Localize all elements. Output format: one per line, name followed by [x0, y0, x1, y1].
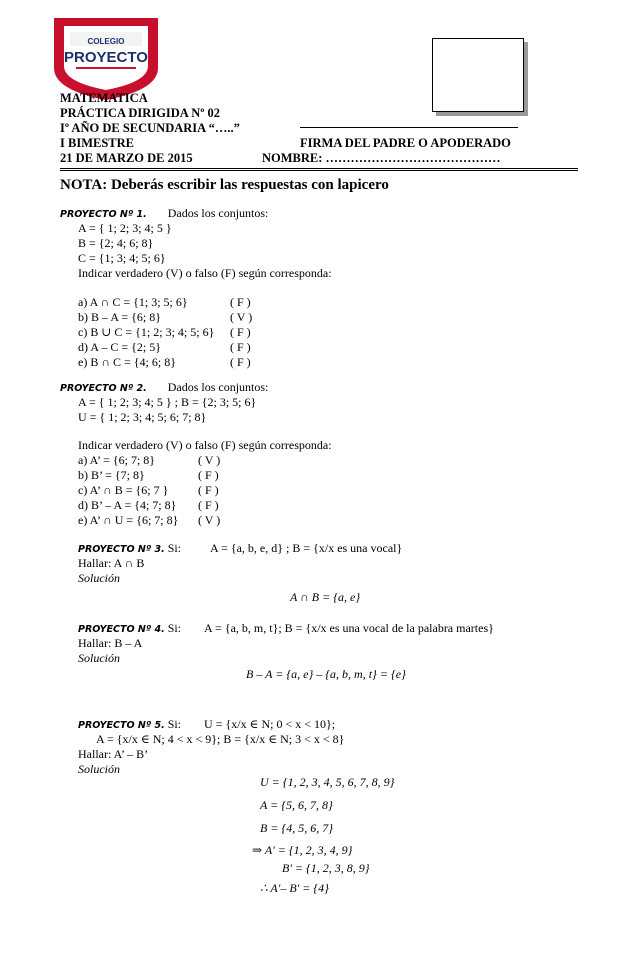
- solution-step: A = {5, 6, 7, 8}: [260, 798, 333, 812]
- problem-label: PROYECTO Nº 3.: [78, 544, 165, 555]
- period-label: I BIMESTRE: [60, 136, 134, 150]
- problem-3: [78, 541, 402, 557]
- solution-step: U = {1, 2, 3, 4, 5, 6, 7, 8, 9}: [260, 775, 395, 789]
- list-item: d) A – C = {2; 5}: [78, 340, 161, 354]
- grade-line: Iº AÑO DE SECUNDARIA “…..”: [60, 121, 240, 135]
- problem-label: PROYECTO Nº 4.: [78, 624, 165, 635]
- signature-label: FIRMA DEL PADRE O APODERADO: [300, 136, 511, 150]
- problem-label: PROYECTO Nº 2.: [60, 383, 147, 394]
- answer: ( F ): [230, 340, 251, 354]
- problem-statement: A = {a, b, e, d} ; B = {x/x es una vocal}: [210, 541, 403, 555]
- subject-title: MATEMATICA: [60, 91, 148, 105]
- list-item: d) B’ – A = {4; 7; 8}: [78, 498, 177, 512]
- answer: ( F ): [198, 468, 219, 482]
- set-c: C = {1; 3; 4; 5; 6}: [78, 251, 166, 265]
- practice-title: PRÁCTICA DIRIGIDA Nº 02: [60, 106, 221, 120]
- school-logo: [50, 16, 162, 102]
- problem-statement: A = {a, b, m, t}; B = {x/x es una vocal de la palabra martes}: [204, 621, 494, 635]
- si-label: Si:: [167, 541, 182, 555]
- instruction: Indicar verdadero (V) o falso (F) según corresponda:: [78, 266, 332, 280]
- logo-text-main: PROYECTO: [64, 49, 148, 66]
- list-item: c) B ∪ C = {1; 2; 3; 4; 5; 6}: [78, 325, 215, 339]
- problem-4: [78, 621, 494, 637]
- problem-label: PROYECTO Nº 5.: [78, 720, 165, 731]
- answer: ( F ): [230, 355, 251, 369]
- list-item: a) A’ = {6; 7; 8}: [78, 453, 156, 467]
- problem-statement: U = {x/x ∈ N; 0 < x < 10};: [204, 717, 336, 731]
- answer: ( F ): [198, 498, 219, 512]
- problem-1: [60, 206, 268, 222]
- solution-step: B = {4, 5, 6, 7}: [260, 821, 334, 835]
- problem-label: PROYECTO Nº 1.: [60, 209, 147, 220]
- photo-box: [432, 38, 524, 112]
- answer: ( F ): [230, 325, 251, 339]
- list-item: c) A’ ∩ B = {6; 7 }: [78, 483, 169, 497]
- header-divider: [60, 168, 578, 171]
- find-line: Hallar: A’ – B’: [78, 747, 149, 761]
- logo-text-top: COLEGIO: [87, 37, 125, 46]
- answer: ( F ): [230, 295, 251, 309]
- answer: ( V ): [198, 453, 221, 467]
- find-line: Hallar: B – A: [78, 636, 143, 650]
- set-line: U = { 1; 2; 3; 4; 5; 6; 7; 8}: [78, 410, 207, 424]
- set-b: B = {2; 4; 6; 8}: [78, 236, 154, 250]
- solution-formula: A ∩ B = {a, e}: [290, 590, 361, 604]
- problem-intro: Dados los conjuntos:: [167, 380, 269, 394]
- list-item: b) B’ = {7; 8}: [78, 468, 145, 482]
- signature-line: [300, 127, 518, 128]
- list-item: b) B – A = {6; 8}: [78, 310, 161, 324]
- answer: ( V ): [198, 513, 221, 527]
- solution-label: Solución: [78, 762, 120, 776]
- solution-formula: B – A = {a, e} – {a, b, m, t} = {e}: [246, 667, 406, 681]
- answer: ( F ): [198, 483, 219, 497]
- solution-step: ⇒ A' = {1, 2, 3, 4, 9}: [252, 843, 353, 857]
- problem-5: [78, 717, 335, 733]
- problem-intro: Dados los conjuntos:: [167, 206, 269, 220]
- solution-label: Solución: [78, 571, 120, 585]
- name-field: NOMBRE: ……………………………………: [262, 151, 501, 165]
- problem-2: [60, 380, 268, 396]
- si-label: Si:: [167, 621, 182, 635]
- set-line: A = { 1; 2; 3; 4; 5 } ; B = {2; 3; 5; 6}: [78, 395, 257, 409]
- problem-statement-2: A = {x/x ∈ N; 4 < x < 9}; B = {x/x ∈ N; 3 < x < 8}: [96, 732, 345, 746]
- list-item: e) A’ ∩ U = {6; 7; 8}: [78, 513, 179, 527]
- answer: ( V ): [230, 310, 253, 324]
- list-item: a) A ∩ C = {1; 3; 5; 6}: [78, 295, 188, 309]
- set-a: A = { 1; 2; 3; 4; 5 }: [78, 221, 172, 235]
- instruction: Indicar verdadero (V) o falso (F) según corresponda:: [78, 438, 332, 452]
- solution-step: B' = {1, 2, 3, 8, 9}: [282, 861, 370, 875]
- solution-step: ∴ A'– B' = {4}: [260, 881, 329, 895]
- si-label: Si:: [167, 717, 182, 731]
- date-label: 21 DE MARZO DE 2015: [60, 151, 193, 165]
- note-heading: NOTA: Deberás escribir las respuestas con lapicero: [60, 177, 389, 193]
- list-item: e) B ∩ C = {4; 6; 8}: [78, 355, 176, 369]
- find-line: Hallar: A ∩ B: [78, 556, 145, 570]
- logo-shield-icon: [50, 16, 162, 102]
- solution-label: Solución: [78, 651, 120, 665]
